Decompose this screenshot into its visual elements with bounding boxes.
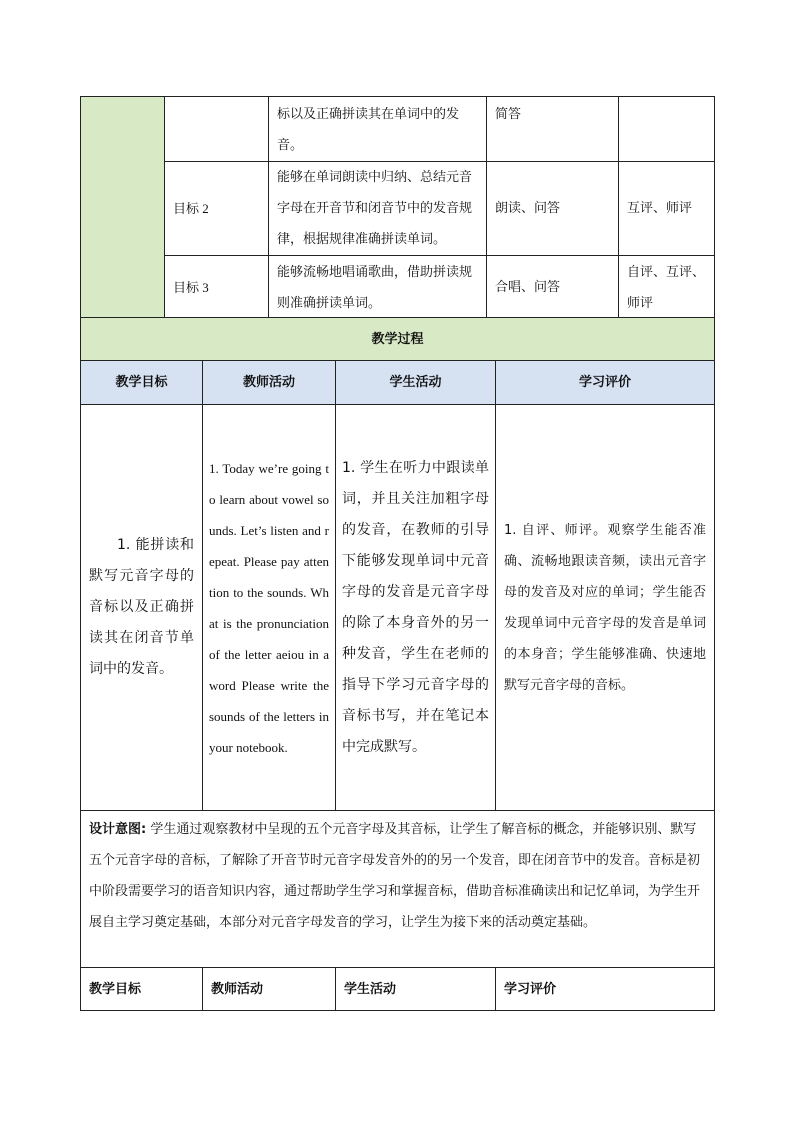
footer-header-goal: 教学目标 [81,968,203,1011]
footer-header-student: 学生活动 [336,968,496,1011]
student-activity-text: 1. 学生在听力中跟读单词，并且关注加粗字母的发音，在教师的引导下能够发现单词中元音字母的发音是元音字母的除了本身音外的另一种发音，学生在老师的指导下学习元音字母的音标书写，并在笔记本中完成默写。 [336,405,496,811]
goal-cell: 目标 3 [165,256,269,320]
goal-method: 简答 [487,97,619,162]
header-goal: 教学目标 [81,361,203,405]
header-row [81,361,715,405]
goal-evaluation: 互评、师评 [619,162,715,256]
goal-description: 标以及正确拼读其在单词中的发音。 [269,97,487,162]
design-intent-label: 设计意图: [89,822,147,837]
goals-table [80,96,715,320]
goals-row [81,256,715,320]
goal-description: 能够流畅地唱诵歌曲，借助拼读规则准确拼读单词。 [269,256,487,320]
header-student: 学生活动 [336,361,496,405]
process-table [80,317,715,1011]
goal-evaluation: 自评、互评、师评 [619,256,715,320]
goals-row [81,97,715,162]
teaching-goal-text: 1. 能拼读和默写元音字母的音标以及正确拼读其在闭音节单词中的发音。 [81,405,203,811]
footer-header-evaluation: 学习评价 [496,968,715,1011]
goal-cell: 目标 2 [165,162,269,256]
evaluation-text: 1. 自评、师评。观察学生能否准确、流畅地跟读音频，读出元音字母的发音及对应的单词；学生能否发现单词中元音字母的发音是单词的本身音；学生能够准确、快速地默写元音字母的音标。 [496,405,715,811]
goal-evaluation [619,97,715,162]
section-title-row [81,318,715,361]
goal-method: 朗读、问答 [487,162,619,256]
footer-header-row [81,968,715,1011]
merged-category-cell [81,97,165,320]
section-title: 教学过程 [81,318,715,361]
goal-cell [165,97,269,162]
header-evaluation: 学习评价 [496,361,715,405]
goal-method: 合唱、问答 [487,256,619,320]
goal-description: 能够在单词朗读中归纳、总结元音字母在开音节和闭音节中的发音规律，根据规律准确拼读单词。 [269,162,487,256]
header-teacher: 教师活动 [203,361,336,405]
content-row [81,405,715,811]
design-intent-row [81,811,715,968]
teacher-activity-text: 1. Today we’re going to learn about vowel sounds. Let’s listen and repeat. Please pay attention to the sounds. What is the pronunciation of the letter aeiou in a word Please write the sounds of the letters in your notebook. [203,405,336,811]
footer-header-teacher: 教师活动 [203,968,336,1011]
goals-row [81,162,715,256]
design-intent-text: 学生通过观察教材中呈现的五个元音字母及其音标，让学生了解音标的概念，并能够识别、默写五个元音字母的音标，了解除了开音节时元音字母发音外的的另一个发音，即在闭音节中的发音。音标是初中阶段需要学习的语音知识内容，通过帮助学生学习和掌握音标，借助音标准确读出和记忆单词，为学生开展自主学习奠定基础，本部分对元音字母发音的学习，让学生为接下来的活动奠定基础。 [89,822,701,930]
design-intent-cell [81,811,715,968]
